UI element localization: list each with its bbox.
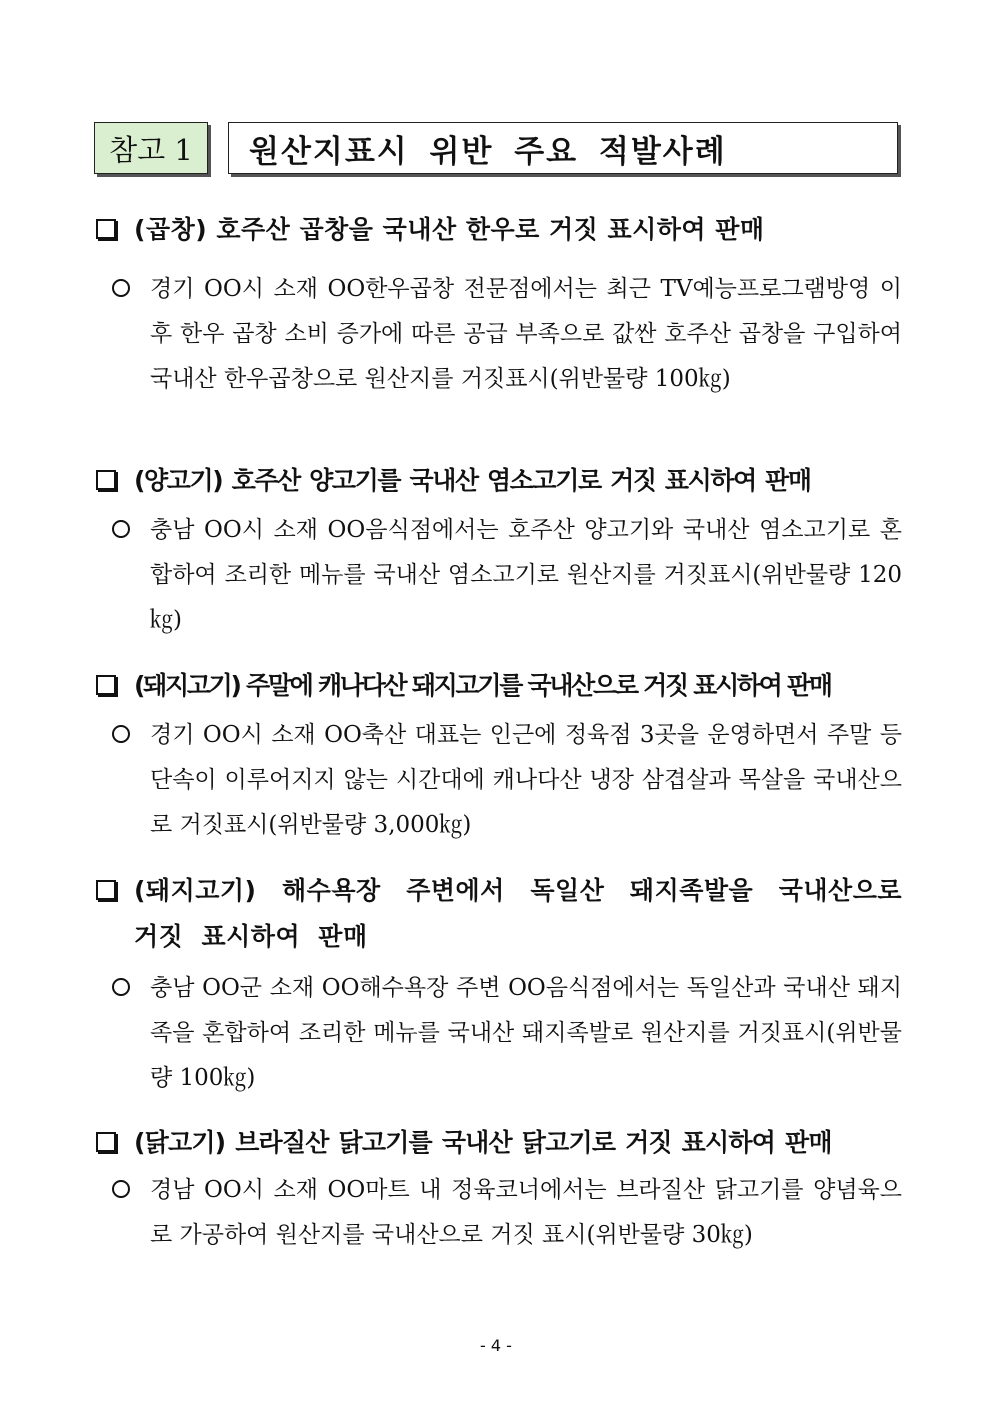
page-title: 원산지표시 위반 주요 적발사례 [228, 122, 898, 174]
checkbox-icon [96, 675, 116, 695]
case-body [94, 508, 902, 643]
case-section-4 [94, 868, 902, 1101]
case-body [94, 966, 902, 1101]
case-heading [94, 458, 902, 504]
case-section-1 [94, 207, 902, 402]
case-heading [94, 663, 902, 709]
case-heading-text: (양고기) 호주산 양고기를 국내산 염소고기로 거짓 표시하여 판매 [134, 466, 811, 495]
document-header [94, 122, 898, 176]
case-body-text: 충남 OO군 소재 OO해수욕장 주변 OO음식점에서는 독일산과 국내산 돼지족을 혼합하여 조리한 메뉴를 국내산 돼지족발로 원산지를 거짓표시(위반물량 100㎏) [150, 975, 902, 1091]
circle-bullet-icon [112, 520, 130, 538]
checkbox-icon [96, 470, 116, 490]
checkbox-icon [96, 880, 116, 900]
checkbox-icon [96, 1132, 116, 1152]
case-heading [94, 207, 902, 253]
case-section-2 [94, 458, 902, 643]
case-heading-text: (돼지고기) 주말에 캐나다산 돼지고기를 국내산으로 거짓 표시하여 판매 [134, 671, 831, 700]
case-heading-text: (닭고기) 브라질산 닭고기를 국내산 닭고기로 거짓 표시하여 판매 [134, 1128, 832, 1157]
case-section-5 [94, 1120, 902, 1258]
case-section-3 [94, 663, 902, 848]
checkbox-icon [96, 219, 116, 239]
case-body [94, 1168, 902, 1258]
reference-tag: 참고 1 [94, 122, 208, 174]
circle-bullet-icon [112, 1180, 130, 1198]
case-body-text: 충남 OO시 소재 OO음식점에서는 호주산 양고기와 국내산 염소고기로 혼합하여 조리한 메뉴를 국내산 염소고기로 원산지를 거짓표시(위반물량 120㎏) [150, 517, 902, 633]
circle-bullet-icon [112, 978, 130, 996]
page-number: - 4 - [480, 1336, 512, 1355]
case-heading [94, 1120, 902, 1166]
case-body [94, 267, 902, 402]
circle-bullet-icon [112, 279, 130, 297]
case-body [94, 713, 902, 848]
case-heading-text: (곱창) 호주산 곱창을 국내산 한우로 거짓 표시하여 판매 [134, 215, 765, 244]
case-body-text: 경남 OO시 소재 OO마트 내 정육코너에서는 브라질산 닭고기를 양념육으로 가공하여 원산지를 국내산으로 거짓 표시(위반물량 30㎏) [150, 1177, 902, 1248]
circle-bullet-icon [112, 725, 130, 743]
case-heading-text: (돼지고기) 해수욕장 주변에서 독일산 돼지족발을 국내산으로 거짓 표시하여 판매 [134, 876, 902, 951]
case-body-text: 경기 OO시 소재 OO축산 대표는 인근에 정육점 3곳을 운영하면서 주말 등 단속이 이루어지지 않는 시간대에 캐나다산 냉장 삼겹살과 목살을 국내산으로 거짓표시(위반물량 3,000㎏) [150, 722, 902, 838]
case-heading [94, 868, 902, 960]
case-body-text: 경기 OO시 소재 OO한우곱창 전문점에서는 최근 TV예능프로그램방영 이후 한우 곱창 소비 증가에 따른 공급 부족으로 값싼 호주산 곱창을 구입하여 국내산 한우곱창으로 원산지를 거짓표시(위반물량 100㎏) [150, 276, 902, 392]
